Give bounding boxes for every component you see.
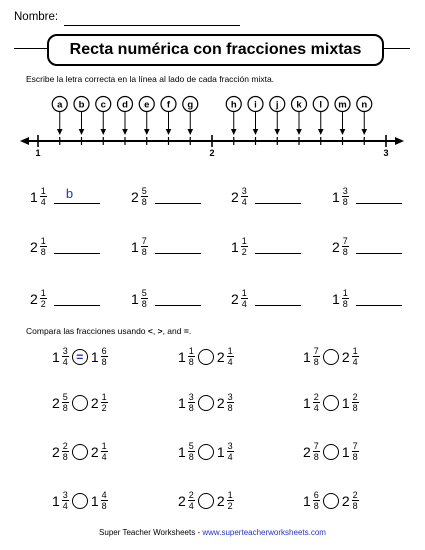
denominator: 4 — [241, 197, 247, 207]
comparison-question — [303, 441, 359, 462]
whole-number: 1 — [178, 394, 186, 411]
numerator: 3 — [227, 392, 233, 402]
comparison-question — [178, 392, 234, 413]
mixed-number — [342, 441, 359, 462]
comparison-circle[interactable] — [323, 395, 339, 411]
whole-number: 2 — [52, 443, 60, 460]
numerator: 2 — [313, 392, 319, 402]
fraction — [188, 346, 195, 367]
mixed-number — [342, 346, 359, 367]
mixed-number — [217, 392, 234, 413]
pointer-arrow-icon — [166, 129, 172, 135]
numerator: 3 — [342, 186, 348, 196]
letter-question — [131, 186, 201, 207]
denominator: 8 — [352, 403, 358, 413]
fraction — [227, 441, 234, 462]
letter-question — [332, 186, 402, 207]
denominator: 4 — [188, 501, 194, 511]
letter-marker — [248, 97, 263, 136]
whole-number: 1 — [303, 394, 311, 411]
mixed-number — [131, 288, 148, 309]
whole-number: 2 — [90, 443, 99, 460]
footer-separator: - — [195, 528, 203, 537]
numerator: 1 — [40, 236, 46, 246]
letter-text: e — [144, 99, 150, 111]
whole-number: 2 — [216, 348, 225, 365]
instruction-2 — [26, 326, 191, 336]
whole-number: 2 — [303, 443, 311, 460]
numerator: 1 — [227, 346, 233, 356]
whole-number: 2 — [178, 492, 186, 509]
letter-marker — [118, 97, 133, 136]
letter-question — [231, 186, 301, 207]
letter-marker — [357, 97, 372, 136]
numerator: 1 — [40, 288, 46, 298]
fraction — [40, 186, 47, 207]
numerator: 3 — [62, 346, 68, 356]
comparison-circle[interactable] — [198, 349, 214, 365]
letter-question — [231, 236, 301, 257]
numerator: 3 — [188, 392, 194, 402]
fraction — [313, 441, 320, 462]
comparison-circle[interactable] — [72, 493, 88, 509]
letter-question — [131, 288, 201, 309]
mixed-number — [303, 346, 320, 367]
fraction — [352, 441, 359, 462]
letter-marker — [313, 97, 328, 136]
mixed-number — [131, 186, 148, 207]
comparison-circle[interactable] — [323, 444, 339, 460]
fraction — [62, 346, 69, 367]
fraction — [313, 346, 320, 367]
comparison-circle[interactable]: = — [72, 349, 88, 365]
mixed-number — [178, 392, 195, 413]
comparison-circle[interactable] — [323, 349, 339, 365]
pointer-arrow-icon — [296, 129, 302, 135]
whole-number: 2 — [231, 188, 239, 205]
letter-text: n — [361, 99, 368, 111]
answer-text: b — [65, 186, 74, 201]
fraction — [352, 490, 359, 511]
mixed-number — [91, 441, 108, 462]
mixed-number — [30, 288, 47, 309]
denominator: 8 — [352, 452, 358, 462]
whole-number: 1 — [90, 348, 99, 365]
fraction — [342, 236, 349, 257]
denominator: 8 — [141, 299, 147, 309]
whole-number: 2 — [216, 492, 225, 509]
page-title: Recta numérica con fracciones mixtas — [47, 34, 384, 66]
denominator: 8 — [188, 357, 194, 367]
answer-line[interactable] — [155, 239, 201, 254]
numerator: 1 — [188, 346, 194, 356]
comparison-circle[interactable] — [72, 395, 88, 411]
denominator: 4 — [227, 452, 233, 462]
instruction-1: Escribe la letra correcta en la línea al lado de cada fracción mixta. — [26, 74, 275, 84]
pointer-arrow-icon — [361, 129, 367, 135]
whole-number: 1 — [341, 394, 350, 411]
fraction — [188, 392, 195, 413]
letter-question — [332, 236, 402, 257]
letter-marker — [74, 97, 89, 136]
letter-question — [30, 236, 100, 257]
denominator: 4 — [62, 357, 68, 367]
fraction — [227, 490, 234, 511]
letter-marker — [183, 97, 198, 136]
fraction — [62, 441, 69, 462]
numerator: 1 — [352, 346, 358, 356]
denominator: 2 — [227, 501, 233, 511]
mixed-number — [52, 490, 69, 511]
answer-line[interactable] — [356, 239, 402, 254]
footer-url[interactable]: www.superteacherworksheets.com — [202, 528, 326, 537]
denominator: 4 — [352, 357, 358, 367]
answer-line[interactable] — [255, 291, 301, 306]
fraction — [141, 288, 148, 309]
whole-number: 2 — [131, 188, 139, 205]
denominator: 8 — [352, 501, 358, 511]
denominator: 8 — [342, 247, 348, 257]
letter-marker — [139, 97, 154, 136]
fraction — [40, 288, 47, 309]
fraction — [101, 490, 108, 511]
answer-line[interactable] — [255, 239, 301, 254]
fraction — [62, 392, 69, 413]
numerator: 3 — [241, 186, 247, 196]
comparison-question — [52, 441, 108, 462]
whole-number: 2 — [341, 348, 350, 365]
number-line-label: 1 — [35, 148, 41, 158]
denominator: 8 — [188, 452, 194, 462]
denominator: 2 — [101, 403, 107, 413]
mixed-number — [303, 392, 320, 413]
fraction — [101, 392, 108, 413]
denominator: 8 — [342, 299, 348, 309]
numerator: 2 — [188, 490, 194, 500]
whole-number: 1 — [131, 290, 139, 307]
numerator: 5 — [62, 392, 68, 402]
numerator: 7 — [313, 441, 319, 451]
letter-text: f — [166, 99, 171, 111]
letter-text: b — [78, 99, 85, 111]
pointer-arrow-icon — [187, 129, 193, 135]
mixed-number — [178, 490, 195, 511]
letter-text: g — [187, 99, 194, 111]
fraction — [342, 186, 349, 207]
whole-number: 2 — [231, 290, 239, 307]
numerator: 1 — [101, 392, 107, 402]
denominator: 4 — [313, 403, 319, 413]
denominator: 4 — [227, 357, 233, 367]
mixed-number — [178, 346, 195, 367]
pointer-arrow-icon — [122, 129, 128, 135]
letter-text: j — [275, 99, 279, 111]
pointer-arrow-icon — [79, 129, 85, 135]
instruction-2-sep-1: , — [152, 326, 158, 336]
fraction — [62, 490, 69, 511]
numerator: 1 — [40, 186, 46, 196]
comparison-circle[interactable] — [72, 444, 88, 460]
mixed-number — [303, 441, 320, 462]
letter-marker — [292, 97, 307, 136]
denominator: 8 — [141, 247, 147, 257]
letter-question — [30, 186, 100, 207]
fraction — [352, 392, 359, 413]
letter-text: a — [57, 99, 63, 111]
letter-marker — [226, 97, 241, 136]
denominator: 4 — [40, 197, 46, 207]
number-line — [0, 0, 425, 180]
comparison-question — [178, 346, 234, 367]
mixed-number — [342, 392, 359, 413]
number-line-label: 2 — [209, 148, 215, 158]
numerator: 1 — [227, 490, 233, 500]
mixed-number — [52, 346, 69, 367]
comparison-question — [178, 490, 234, 511]
mixed-number — [217, 346, 234, 367]
fraction — [101, 346, 108, 367]
comparison-question — [52, 392, 108, 413]
letter-text: i — [254, 99, 257, 111]
numerator: 1 — [101, 441, 107, 451]
mixed-number — [131, 236, 148, 257]
denominator: 8 — [227, 403, 233, 413]
whole-number: 1 — [178, 443, 186, 460]
instruction-2-sep-2: , and — [162, 326, 184, 336]
letter-text: m — [338, 99, 347, 111]
mixed-number — [303, 490, 320, 511]
comparison-question — [178, 441, 234, 462]
pointer-arrow-icon — [318, 129, 324, 135]
denominator: 4 — [241, 299, 247, 309]
mixed-number — [178, 441, 195, 462]
comparison-circle[interactable] — [198, 493, 214, 509]
letter-question — [231, 288, 301, 309]
whole-number: 1 — [90, 492, 99, 509]
mixed-number — [231, 288, 248, 309]
denominator: 8 — [313, 452, 319, 462]
comparison-question — [303, 346, 359, 367]
whole-number: 1 — [231, 238, 239, 255]
fraction — [227, 346, 234, 367]
denominator: 2 — [40, 299, 46, 309]
equal-symbol: = — [183, 326, 189, 336]
whole-number: 1 — [131, 238, 139, 255]
comparison-circle[interactable] — [323, 493, 339, 509]
whole-number: 1 — [303, 492, 311, 509]
footer — [0, 528, 425, 537]
pointer-arrow-icon — [57, 129, 63, 135]
numerator: 7 — [352, 441, 358, 451]
instruction-2-prefix: Compara las fracciones usando — [26, 326, 148, 336]
denominator: 8 — [188, 403, 194, 413]
numerator: 6 — [313, 490, 319, 500]
pointer-arrow-icon — [144, 129, 150, 135]
footer-site-name: Super Teacher Worksheets — [99, 528, 196, 537]
pointer-arrow-icon — [100, 129, 106, 135]
letter-marker — [52, 97, 67, 136]
numerator: 5 — [188, 441, 194, 451]
whole-number: 1 — [303, 348, 311, 365]
denominator: 8 — [141, 197, 147, 207]
fraction — [241, 288, 248, 309]
letter-text: c — [100, 99, 106, 111]
answer-line[interactable] — [54, 291, 100, 306]
denominator: 8 — [342, 197, 348, 207]
whole-number: 1 — [341, 443, 350, 460]
mixed-number — [91, 490, 108, 511]
fraction — [227, 392, 234, 413]
mixed-number — [332, 288, 349, 309]
letter-question — [332, 288, 402, 309]
denominator: 8 — [101, 357, 107, 367]
number-line-label: 3 — [383, 148, 389, 158]
mixed-number — [52, 441, 69, 462]
answer-line[interactable] — [54, 239, 100, 254]
fraction — [40, 236, 47, 257]
mixed-number — [30, 186, 47, 207]
fraction — [313, 392, 320, 413]
numerator: 2 — [352, 490, 358, 500]
fraction — [342, 288, 349, 309]
whole-number: 2 — [332, 238, 340, 255]
mixed-number — [91, 346, 108, 367]
pointer-arrow-icon — [253, 129, 259, 135]
letter-text: l — [319, 99, 323, 111]
whole-number: 1 — [178, 348, 186, 365]
numerator: 5 — [141, 186, 147, 196]
numerator: 7 — [141, 236, 147, 246]
name-label: Nombre: — [14, 11, 59, 23]
denominator: 4 — [101, 452, 107, 462]
fraction — [313, 490, 320, 511]
whole-number: 1 — [216, 443, 225, 460]
whole-number: 1 — [30, 188, 38, 205]
comparison-question — [52, 346, 108, 367]
pointer-arrow-icon — [340, 129, 346, 135]
denominator: 8 — [62, 452, 68, 462]
numerator: 3 — [62, 490, 68, 500]
numerator: 5 — [141, 288, 147, 298]
numerator: 6 — [101, 346, 107, 356]
numerator: 7 — [313, 346, 319, 356]
mixed-number — [231, 186, 248, 207]
letter-text: k — [296, 99, 302, 111]
numerator: 2 — [62, 441, 68, 451]
denominator: 8 — [313, 357, 319, 367]
mixed-number — [91, 392, 108, 413]
fraction — [241, 186, 248, 207]
comparison-circle[interactable] — [198, 444, 214, 460]
greater-than-symbol: > — [157, 326, 163, 336]
mixed-number — [217, 490, 234, 511]
instruction-2-suffix: . — [188, 326, 192, 336]
fraction — [141, 186, 148, 207]
numerator: 1 — [342, 288, 348, 298]
comparison-question — [52, 490, 108, 511]
whole-number: 2 — [90, 394, 99, 411]
fraction — [352, 346, 359, 367]
denominator: 8 — [40, 247, 46, 257]
whole-number: 1 — [52, 492, 60, 509]
whole-number: 2 — [216, 394, 225, 411]
denominator: 2 — [241, 247, 247, 257]
pointer-arrow-icon — [274, 129, 280, 135]
denominator: 8 — [62, 403, 68, 413]
numerator: 1 — [241, 236, 247, 246]
mixed-number — [231, 236, 248, 257]
numerator: 4 — [101, 490, 107, 500]
whole-number: 2 — [341, 492, 350, 509]
letter-text: h — [230, 99, 237, 111]
mixed-number — [332, 186, 349, 207]
less-than-symbol: < — [147, 326, 153, 336]
numerator: 3 — [227, 441, 233, 451]
whole-number: 1 — [52, 348, 60, 365]
comparison-question — [303, 392, 359, 413]
comparison-circle[interactable] — [198, 395, 214, 411]
whole-number: 2 — [52, 394, 60, 411]
letter-marker — [96, 97, 111, 136]
whole-number: 2 — [30, 238, 38, 255]
answer-line[interactable] — [356, 189, 402, 204]
mixed-number — [342, 490, 359, 511]
whole-number: 1 — [332, 188, 340, 205]
right-arrow-icon — [395, 137, 404, 145]
mixed-number — [217, 441, 234, 462]
fraction — [188, 441, 195, 462]
whole-number: 2 — [30, 290, 38, 307]
answer-line[interactable] — [356, 291, 402, 306]
letter-marker — [161, 97, 176, 136]
answer-line[interactable] — [255, 189, 301, 204]
fraction — [101, 441, 108, 462]
denominator: 4 — [62, 501, 68, 511]
letter-marker — [270, 97, 285, 136]
fraction — [141, 236, 148, 257]
numerator: 1 — [241, 288, 247, 298]
whole-number: 1 — [332, 290, 340, 307]
fraction — [188, 490, 195, 511]
denominator: 8 — [101, 501, 107, 511]
answer-line[interactable] — [155, 189, 201, 204]
letter-marker — [335, 97, 350, 136]
comparison-question — [303, 490, 359, 511]
letter-question — [131, 236, 201, 257]
left-arrow-icon — [20, 137, 29, 145]
letter-text: d — [122, 99, 128, 111]
numerator: 2 — [352, 392, 358, 402]
denominator: 8 — [313, 501, 319, 511]
answer-line[interactable] — [155, 291, 201, 306]
letter-question — [30, 288, 100, 309]
answer-line[interactable] — [54, 186, 100, 204]
mixed-number — [30, 236, 47, 257]
mixed-number — [52, 392, 69, 413]
fraction — [241, 236, 248, 257]
mixed-number — [332, 236, 349, 257]
numerator: 7 — [342, 236, 348, 246]
pointer-arrow-icon — [231, 129, 237, 135]
